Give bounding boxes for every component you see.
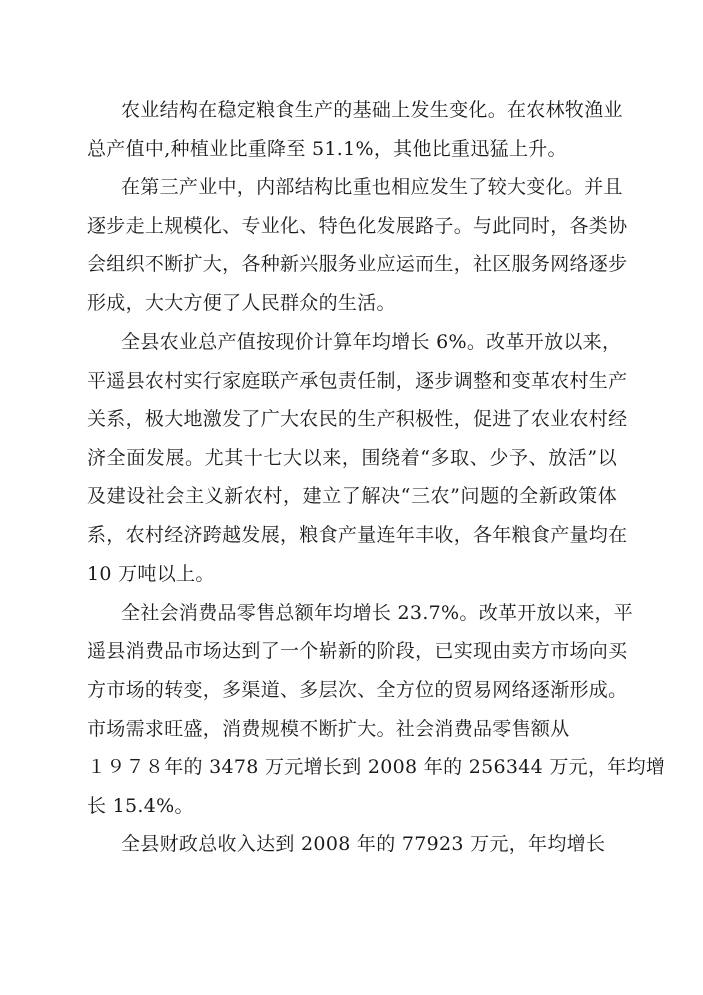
text-line: 遥县消费品市场达到了一个崭新的阶段，已实现由卖方市场向买	[87, 640, 628, 662]
text-line: 会组织不断扩大，各种新兴服务业应运而生，社区服务网络逐步	[87, 253, 628, 275]
text-line: 全社会消费品零售总额年均增长 23.7%。改革开放以来，平	[121, 602, 634, 624]
text-line: 全县财政总收入达到 2008 年的 77923 万元，年均增长	[121, 833, 606, 855]
text-line: 关系，极大地激发了广大农民的生产积极性，促进了农业农村经	[87, 408, 628, 430]
text-line: 市场需求旺盛，消费规模不断扩大。社会消费品零售额从	[87, 718, 570, 740]
text-line: 农业结构在稳定粮食生产的基础上发生变化。在农林牧渔业	[121, 99, 623, 121]
text-line: 10 万吨以上。	[87, 563, 215, 585]
text-line: 总产值中,种植业比重降至 51.1%，其他比重迅猛上升。	[87, 138, 567, 160]
text-line: 方市场的转变，多渠道、多层次、全方位的贸易网络逐渐形成。	[87, 679, 628, 701]
text-line: 系，农村经济跨越发展，粮食产量连年丰收，各年粮食产量均在	[87, 524, 628, 546]
text-line: 及建设社会主义新农村，建立了解决“三农”问题的全新政策体	[87, 485, 617, 507]
text-line: 在第三产业中，内部结构比重也相应发生了较大变化。并且	[121, 176, 623, 198]
text-line: 济全面发展。尤其十七大以来，围绕着“多取、少予、放活”以	[87, 447, 617, 469]
text-line: 形成，大大方便了人民群众的生活。	[87, 292, 396, 314]
text-line: １９７８年的 3478 万元增长到 2008 年的 256344 万元，年均增	[87, 756, 666, 778]
text-line: 全县农业总产值按现价计算年均增长 6%。改革开放以来，	[121, 331, 622, 353]
text-line: 平遥县农村实行家庭联产承包责任制，逐步调整和变革农村生产	[87, 370, 628, 392]
text-line: 长 15.4%。	[87, 795, 194, 817]
text-line: 逐步走上规模化、专业化、特色化发展路子。与此同时，各类协	[87, 215, 628, 237]
